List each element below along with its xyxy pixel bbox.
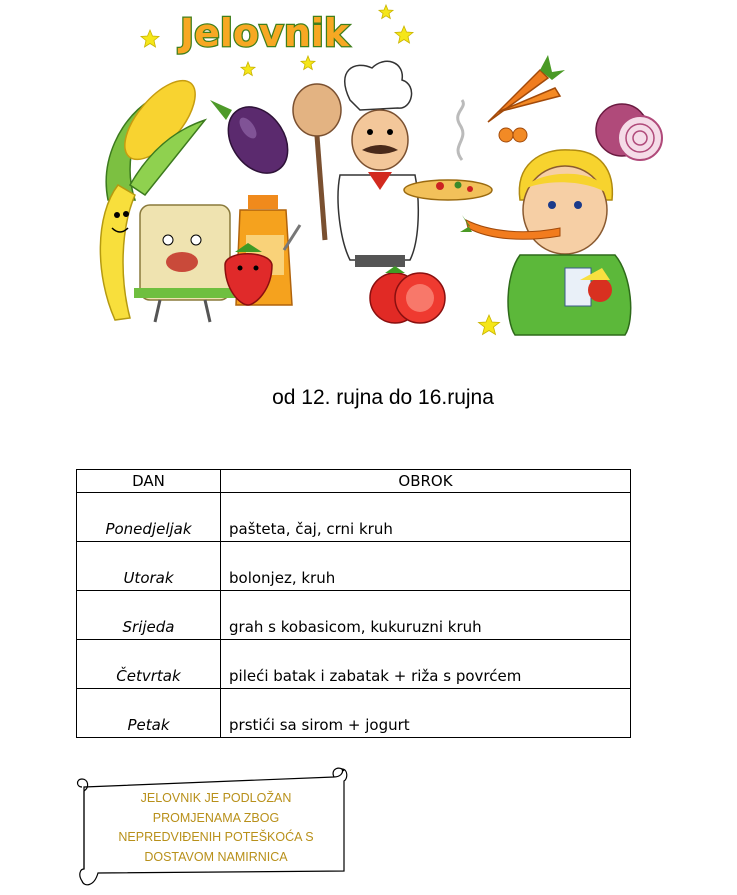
star-icon — [395, 26, 413, 43]
tomato-icon — [370, 266, 445, 323]
day-cell: Utorak — [77, 542, 221, 591]
note-line: DOSTAVOM NAMIRNICA — [144, 849, 288, 864]
disclaimer-note — [92, 789, 340, 867]
column-header-meal: OBROK — [221, 470, 631, 493]
sandwich-icon — [134, 205, 236, 322]
chef-icon — [293, 61, 492, 267]
menu-title: Jelovnik — [180, 11, 350, 55]
meal-cell: bolonjez, kruh — [221, 542, 631, 591]
boy-icon — [460, 150, 631, 335]
table-header-row — [77, 470, 631, 493]
star-icon — [479, 315, 500, 335]
note-line: PROMJENAMA ZBOG — [152, 810, 280, 825]
eggplant-icon — [210, 96, 300, 185]
star-icon — [241, 62, 255, 76]
star-icon — [301, 56, 315, 70]
table-row — [77, 591, 631, 640]
meal-cell: pašteta, čaj, crni kruh — [221, 493, 631, 542]
meal-cell: prstići sa sirom + jogurt — [221, 689, 631, 738]
onion-icon — [596, 104, 662, 160]
note-line: JELOVNIK JE PODLOŽAN — [140, 791, 292, 805]
steam-icon — [458, 100, 464, 160]
day-cell: Četvrtak — [77, 640, 221, 689]
table-row — [77, 493, 631, 542]
header-illustration — [0, 0, 737, 345]
menu-table — [76, 469, 631, 738]
meal-cell: grah s kobasicom, kukuruzni kruh — [221, 591, 631, 640]
day-cell: Petak — [77, 689, 221, 738]
day-cell: Srijeda — [77, 591, 221, 640]
table-row — [77, 542, 631, 591]
corn-icon — [106, 69, 207, 200]
star-icon — [379, 5, 393, 19]
note-line: NEPREDVIĐENIH POTEŠKOĆA S — [118, 830, 314, 844]
table-row — [77, 640, 631, 689]
column-header-day: DAN — [77, 470, 221, 493]
meal-cell: pileći batak i zabatak + riža s povrćem — [221, 640, 631, 689]
date-range: od 12. rujna do 16.rujna — [272, 386, 494, 409]
day-cell: Ponedjeljak — [77, 493, 221, 542]
star-icon — [141, 30, 159, 47]
banana-icon — [100, 185, 135, 320]
table-row — [77, 689, 631, 738]
carrot-icon — [488, 55, 565, 142]
